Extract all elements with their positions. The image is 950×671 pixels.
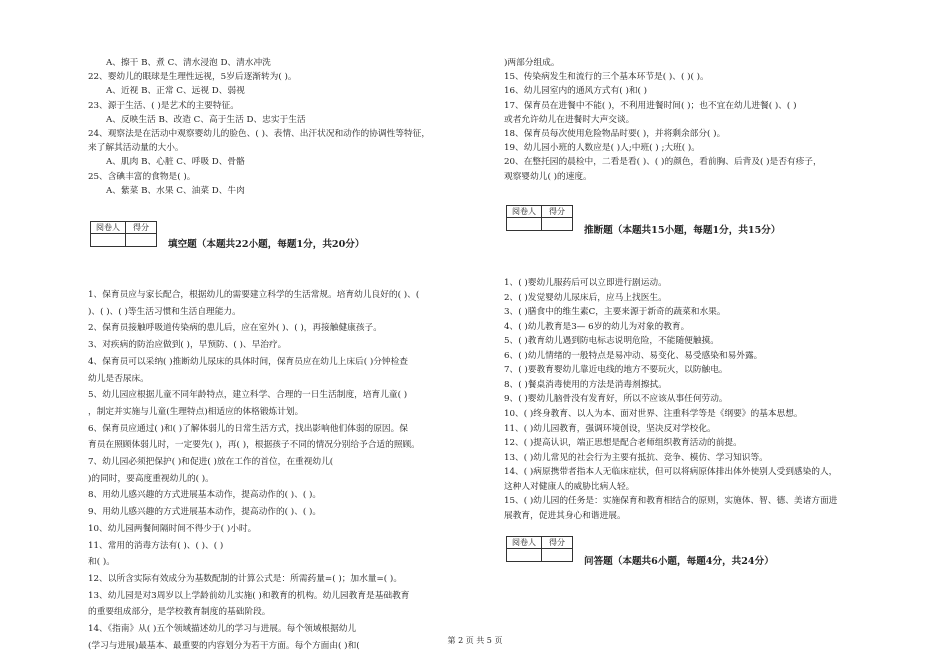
section-title-fill-blank: 填空题（本题共22小题，每题1分，共20分） — [168, 239, 365, 250]
text-line: A、肌肉 B、心脏 C、呼吸 D、骨骼 — [106, 157, 245, 168]
score-label: 得分 — [542, 206, 573, 218]
text-line: 14、( )病原携带者指本人无临床症状，但可以将病原体排出体外使别人受到感染的人， — [504, 467, 838, 478]
text-line: A、擦干 B、煮 C、清水浸泡 D、清水冲洗 — [106, 58, 271, 68]
text-line: 18、保育员每次使用危险物品时要( )，并将剩余部分( )。 — [504, 129, 726, 139]
score-box — [90, 221, 157, 247]
text-line: 19、幼儿园小班的人数应是( )人;中班( ) ;大班( )。 — [504, 143, 700, 154]
text-line: A、紫菜 B、水果 C、油菜 D、牛肉 — [106, 185, 245, 196]
text-line: 1、保育员应与家长配合，根据幼儿的需要建立科学的生活常规。培育幼儿良好的( )、( — [88, 290, 420, 300]
text-line: )的同时，要高度重视幼儿的( )。 — [88, 473, 214, 484]
text-line: 育员在照顾体弱儿时，一定要先( )，再( )，根据孩子不同的情况分别给予合适的照顾。 — [88, 440, 420, 451]
text-line: )、( )、( )等生活习惯和生活自理能力。 — [88, 306, 241, 317]
text-line: 9、( )婴幼儿脑骨没有发育好，所以不应该从事任何劳动。 — [504, 394, 728, 405]
score-cell[interactable] — [542, 218, 573, 231]
section-title-qa: 问答题（本题共6小题，每题4分，共24分） — [584, 556, 774, 567]
text-line: 来了解其活动量的大小。 — [88, 143, 184, 154]
section-title-judgment: 推断题（本题共15小题，每题1分，共15分） — [584, 225, 781, 236]
text-line: 展教育，促进其身心和谐进展。 — [504, 510, 626, 521]
text-line: 和( )。 — [88, 557, 115, 568]
text-line: 3、对疾病的防治应做到( )，早预防、( )、早治疗。 — [88, 340, 287, 351]
text-line: )两部分组成。 — [504, 58, 560, 68]
text-line: 观察婴幼儿( )的速度。 — [504, 171, 592, 182]
score-cell[interactable] — [126, 234, 157, 247]
text-line: A、近视 B、正常 C、远视 D、弱视 — [106, 86, 245, 97]
text-line: 11、常用的消毒方法有( )、( )、( ) — [88, 540, 224, 551]
page-footer: 第 2 页 共 5 页 — [447, 636, 503, 645]
text-line: 13、幼儿园是对3周岁以上学龄前幼儿实施( )和教育的机构。幼儿园教育是基础教育 — [88, 590, 410, 601]
text-line: 17、保育员在进餐中不能( )，不利用进餐时间( )；也不宜在幼儿进餐( )、( ) — [504, 100, 797, 111]
text-line: 8、用幼儿感兴趣的方式进展基本动作，提高动作的( )、( )。 — [88, 490, 322, 501]
text-line: 10、( )终身教育、以人为本、面对世界、注重科学等是《纲要》的基本思想。 — [504, 408, 803, 419]
text-line: 6、( )幼儿情绪的一般特点是易冲动、易变化、易受感染和易外露。 — [504, 350, 763, 361]
text-line: 9、用幼儿感兴趣的方式进展基本动作，提高动作的( )、( )。 — [88, 507, 322, 518]
text-line: 幼儿是否尿床。 — [88, 373, 149, 384]
text-line: 这种人对健康人的威胁比病人轻。 — [504, 481, 635, 492]
text-line: 12、( )提高认识，端正思想是配合老师组织教育活动的前提。 — [504, 438, 742, 449]
text-line: 6、保育员应通过( )和( )了解体弱儿的日常生活方式，找出影响他们体弱的原因。保 — [88, 423, 408, 434]
text-line: A、反映生活 B、改造 C、高于生活 D、忠实于生活 — [106, 114, 306, 125]
grader-label: 阅卷人 — [507, 537, 542, 549]
grader-cell[interactable] — [507, 549, 542, 562]
text-line: 12、以所含实际有效成分为基数配制的计算公式是：所需药量=( )；加水量=( )。 — [88, 573, 403, 584]
text-line: 5、幼儿园应根据儿童不同年龄特点，建立科学、合理的一日生活制度，培育儿童( ) — [88, 390, 408, 401]
text-line: 2、保育员接触呼吸道传染病的患儿后，应在室外( )、( )，再接触健康孩子。 — [88, 323, 382, 334]
text-line: 22、婴幼儿的眼球是生理性远视，5岁后逐渐转为( )。 — [88, 72, 297, 83]
text-line: 或者允许幼儿在进餐时大声交谈。 — [504, 114, 635, 125]
grader-cell[interactable] — [91, 234, 126, 247]
text-line: 5、( )教育幼儿遇到防电标志说明危险，不能随便触摸。 — [504, 336, 719, 347]
text-line: 4、保育员可以采纳( )推断幼儿尿床的具体时间，保育员应在幼儿上床后( )分钟检查 — [88, 356, 408, 367]
text-line: 13、( )幼儿常见的社会行为主要有抵抗、竞争、模仿、学习知识等。 — [504, 452, 768, 463]
grader-cell[interactable] — [507, 218, 542, 231]
text-line: 2、( )发觉婴幼儿尿床后，应马上找医生。 — [504, 292, 667, 303]
text-line: 3、( )膳食中的维生素C，主要来源于新奇的蔬菜和水果。 — [504, 307, 726, 318]
text-line: 1、( )婴幼儿服药后可以立即进行剧运动。 — [504, 278, 667, 288]
text-line: 的重要组成部分，是学校教育制度的基础阶段。 — [88, 607, 271, 618]
text-line: 24、观察法是在活动中观察婴幼儿的脸色、( )、表情、出汗状况和动作的协调性等特征， — [88, 129, 431, 139]
text-line: 23、源于生活、( )是艺术的主要特征。 — [88, 100, 239, 111]
score-label: 得分 — [542, 537, 573, 549]
text-line: 20、在整托园的晨检中，二看是看( )、( )的颜色，看前胸、后背及( )是否有疹子， — [504, 157, 822, 168]
text-line: 4、( )幼儿教育是3— 6岁的幼儿为对象的教育。 — [504, 321, 690, 332]
score-box — [506, 536, 573, 562]
grader-label: 阅卷人 — [91, 222, 126, 234]
text-line: 10、幼儿园两餐间隔时间不得少于( )小时。 — [88, 523, 257, 534]
text-line: ，制定并实施与儿童(生理特点)相适应的体格锻炼计划。 — [88, 406, 304, 417]
score-box — [506, 205, 573, 231]
score-cell[interactable] — [542, 549, 573, 562]
text-line: 7、幼儿园必须把保护( )和促进( )放在工作的首位，在重视幼儿( — [88, 457, 334, 467]
text-line: 7、( )要教育婴幼儿靠近电线的地方不要玩火，以防触电。 — [504, 365, 728, 376]
text-line: 15、( )幼儿园的任务是：实施保育和教育相结合的原则，实施体、智、德、美诸方面进 — [504, 496, 838, 507]
text-line: (学习与进展)最基本、最重要的内容划分为若干方面。每个方面由( )和( — [88, 640, 360, 651]
text-line: 25、含碘丰富的食物是( )。 — [88, 171, 196, 182]
text-line: 15、传染病发生和流行的三个基本环节是( )、( )( )。 — [504, 72, 709, 83]
text-line: 14、《指南》从( )五个领域描述幼儿的学习与进展。每个领域根据幼儿 — [88, 624, 357, 634]
text-line: 11、( )幼儿园教育，强调环境创设，坚决反对学校化。 — [504, 423, 716, 434]
text-line: 8、( )餐桌消毒使用的方法是消毒剂擦拭。 — [504, 379, 667, 390]
score-label: 得分 — [126, 222, 157, 234]
grader-label: 阅卷人 — [507, 206, 542, 218]
text-line: 16、幼儿园室内的通风方式有( )和( ) — [504, 86, 648, 97]
